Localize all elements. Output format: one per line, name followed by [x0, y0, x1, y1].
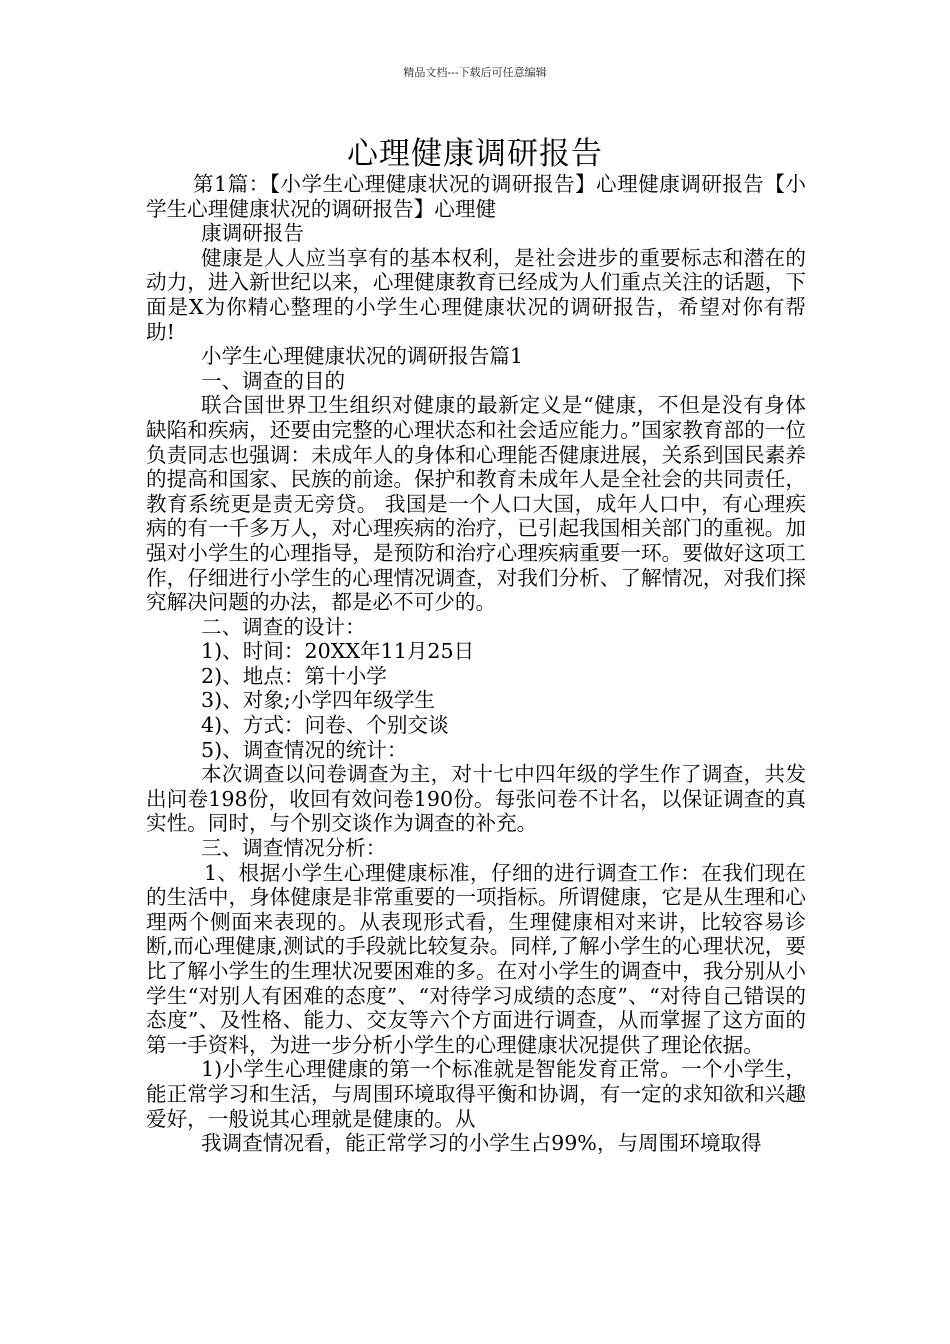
list-item: 3)、对象;小学四年级学生 [201, 688, 436, 713]
paragraph: 健康是人人应当享有的基本权利，是社会进步的重要标志和潜在的动力，进入新世纪以来，心理健康教育已经成为人们重点关注的话题，下面是X为你精心整理的小学生心理健康状况的调研报告，希望对你有帮助! [146, 245, 806, 344]
section-heading: 一、调查的目的 [201, 368, 346, 393]
paragraph: 本次调查以问卷调查为主，对十七中四年级的学生作了调查，共发出问卷198份，收回有效问卷190份。每张问卷不计名，以保证调查的真实性。同时，与个别交谈作为调查的补充。 [146, 762, 806, 836]
document-title: 心理健康调研报告 [347, 136, 603, 172]
section-heading: 三、调查情况分析： [201, 836, 387, 861]
paragraph: 小学生心理健康状况的调研报告篇1 [201, 344, 524, 369]
section-heading: 二、调查的设计： [201, 614, 366, 639]
paragraph: 第1篇：【小学生心理健康状况的调研报告】心理健康调研报告【小学生心理健康状况的调研报告】心理健 [146, 172, 806, 221]
paragraph: 联合国世界卫生组织对健康的最新定义是“健康，不但是没有身体缺陷和疾病，还要由完整的心理状态和社会适应能力。”国家教育部的一位负责同志也强调：未成年人的身体和心理能否健康进展，关系到国民素养的提高和国家、民族的前途。保护和教育未成年人是全社会的共同责任，教育系统更是责无旁贷。 我国是一个人口大国，成年人口中，有心理疾病的有一千多万人，对心理疾病的治疗，已引起我国相关部门的重视。加强对小学生的心理指导，是预防和治疗心理疾病重要一环。要做好这项工作，仔细进行小学生的心理情况调查，对我们分析、了解情况，对我们探究解决问题的办法，都是必不可少的。 [146, 393, 806, 615]
page-header: 精品文档---下载后可任意编辑 [403, 66, 547, 79]
paragraph: 1)小学生心理健康的第一个标准就是智能发育正常。一个小学生，能正常学习和生活，与周围环境取得平衡和协调，有一定的求知欲和兴趣爱好，一般说其心理就是健康的。从 [146, 1057, 806, 1131]
list-item: 4)、方式：问卷、个别交谈 [201, 713, 449, 738]
list-item: 5)、调查情况的统计： [201, 737, 408, 762]
paragraph: 康调研报告 [201, 221, 304, 246]
document-body [146, 172, 806, 1156]
list-item: 1)、时间：20XX年11月25日 [201, 639, 475, 664]
list-item: 2)、地点：第十小学 [201, 663, 387, 688]
paragraph: 1、根据小学生心理健康标准，仔细的进行调查工作：在我们现在的生活中，身体健康是非常重要的一项指标。所谓健康，它是从生理和心理两个侧面来表现的。从表现形式看，生理健康相对来讲，比较容易诊断,而心理健康,测试的手段就比较复杂。同样,了解小学生的心理状况，要比了解小学生的生理状况要困难的多。在对小学生的调查中，我分别从小学生“对别人有困难的态度”、“对待学习成绩的态度”、“对待自己错误的态度”、及性格、能力、交友等六个方面进行调查，从而掌握了这方面的第一手资料，为进一步分析小学生的心理健康状况提供了理论依据。 [146, 860, 806, 1057]
paragraph: 我调查情况看，能正常学习的小学生占99%，与周围环境取得 [201, 1131, 762, 1156]
